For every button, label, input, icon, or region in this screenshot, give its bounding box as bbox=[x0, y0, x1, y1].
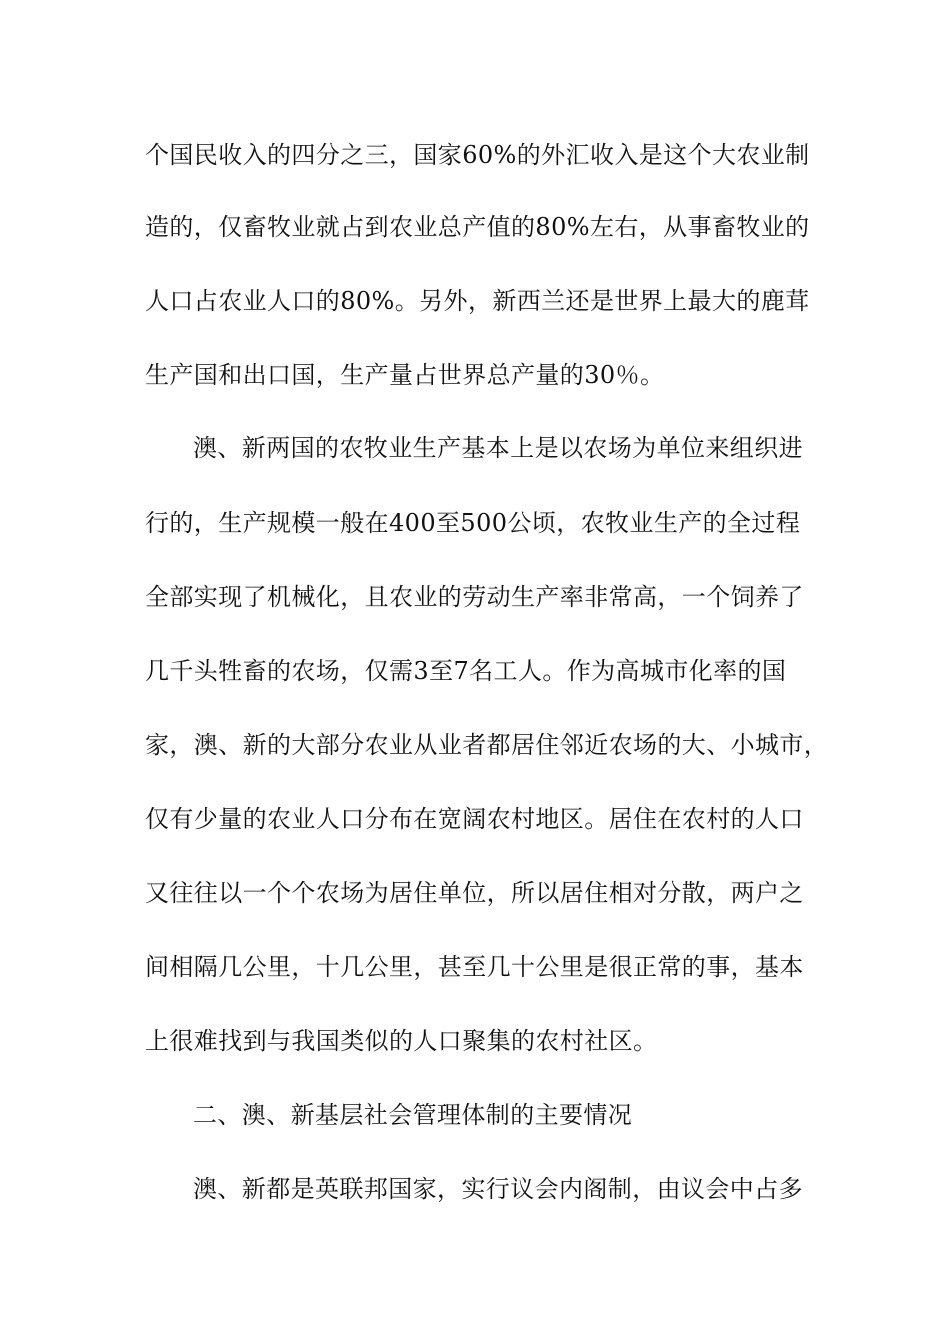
text-line: 行的，生产规模一般在400至500公顷，农牧业生产的全过程 bbox=[145, 509, 801, 537]
text-line: 生产国和出口国，生产量占世界总产量的30％。 bbox=[145, 361, 665, 389]
text-line: 仅有少量的农业人口分布在宽阔农村地区。居住在农村的人口 bbox=[145, 805, 804, 833]
text-line: 上很难找到与我国类似的人口聚集的农村社区。 bbox=[145, 1027, 658, 1055]
text-line: 间相隔几公里，十几公里，甚至几十公里是很正常的事，基本 bbox=[145, 953, 804, 981]
text-line: 人口占农业人口的80%。另外，新西兰还是世界上最大的鹿茸 bbox=[145, 287, 810, 315]
text-line: 个国民收入的四分之三，国家60%的外汇收入是这个大农业制 bbox=[145, 141, 810, 169]
paragraph-first-line: 澳、新两国的农牧业生产基本上是以农场为单位来组织进 bbox=[193, 434, 803, 462]
section-heading: 二、澳、新基层社会管理体制的主要情况 bbox=[193, 1101, 633, 1129]
text-line: 全部实现了机械化，且农业的劳动生产率非常高，一个饲养了 bbox=[145, 583, 804, 611]
text-line: 又往往以一个个农场为居住单位，所以居住相对分散，两户之 bbox=[145, 879, 804, 907]
text-line: 家，澳、新的大部分农业从业者都居住邻近农场的大、小城市， bbox=[145, 731, 829, 759]
text-line: 几千头牲畜的农场，仅需3至7名工人。作为高城市化率的国 bbox=[145, 657, 787, 685]
paragraph-first-line: 澳、新都是英联邦国家，实行议会内阁制，由议会中占多 bbox=[193, 1175, 803, 1203]
text-line: 造的，仅畜牧业就占到农业总产值的80%左右，从事畜牧业的 bbox=[145, 213, 810, 241]
